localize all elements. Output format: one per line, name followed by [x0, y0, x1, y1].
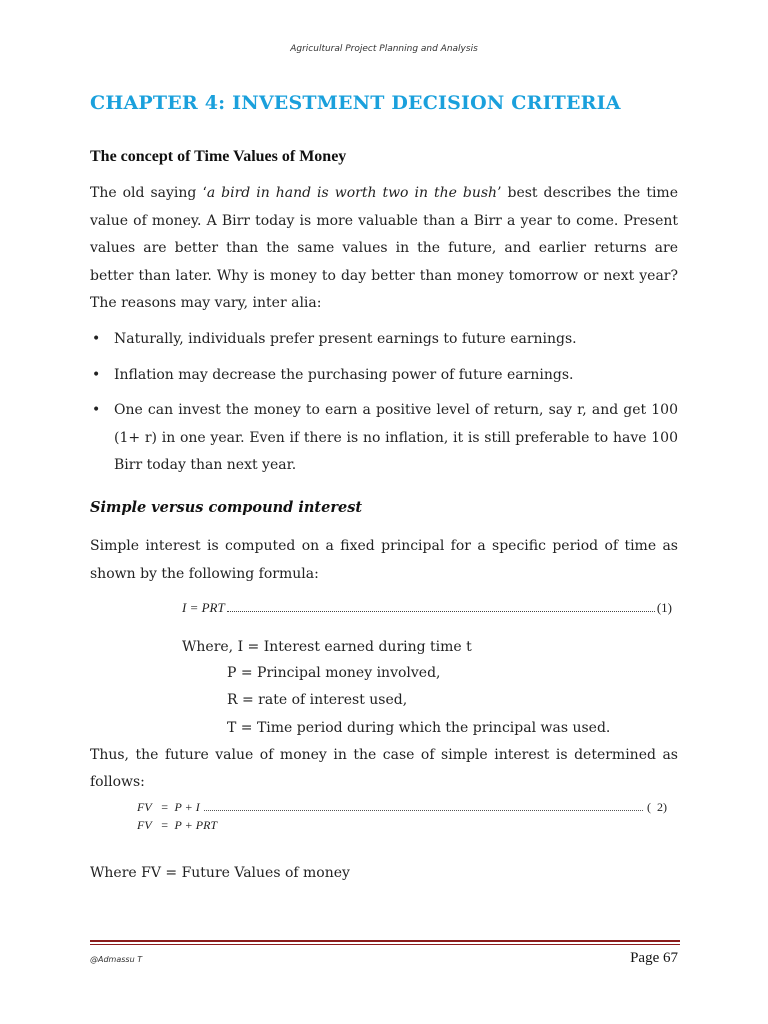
dot-leader — [227, 610, 655, 612]
formula-3 — [137, 818, 667, 833]
page-number: Page 67 — [630, 950, 678, 966]
bullet-icon: • — [92, 331, 101, 347]
dot-leader — [204, 809, 643, 811]
list-item-text: Naturally, individuals prefer present earnings to future earnings. — [114, 331, 577, 347]
simple-interest-paragraph: Simple interest is computed on a fixed principal for a specific period of time as shown by the following formula: — [90, 538, 678, 582]
chapter-title: CHAPTER 4: INVESTMENT DECISION CRITERIA — [90, 92, 621, 114]
intro-rest: ’ best describes the time value of money. A Birr today is more valuable than a Birr a year to come. Present values are better than the same values in the future, and earlier returns are better than later. Why is money to day better than money tomorrow or next year? The reasons may vary, inter alia: — [90, 185, 678, 311]
where-line-3: R = rate of interest used, — [227, 692, 408, 708]
bullet-icon: • — [92, 402, 101, 418]
where-line-4: T = Time period during which the principal was used. — [227, 720, 611, 736]
formula-expression: I = PRT — [182, 600, 225, 615]
bullet-icon: • — [92, 366, 101, 383]
formula-expression: FV = P + PRT — [137, 818, 218, 832]
list-item — [90, 326, 678, 354]
footer-rule — [90, 940, 680, 942]
running-header: Agricultural Project Planning and Analysis — [290, 44, 478, 54]
list-item — [90, 397, 678, 480]
fv-definition: Where FV = Future Values of money — [90, 865, 350, 881]
intro-lead: The old saying ‘ — [90, 185, 207, 201]
equation-number: ( 2) — [647, 800, 667, 814]
list-item-text: One can invest the money to earn a positive level of return, say r, and get 100 (1+ r) in one year. Even if there is no inflation, it is still preferable to have 100 Birr today than next year. — [114, 402, 678, 473]
where-line-2: P = Principal money involved, — [227, 665, 441, 681]
footer-author: @Admassu T — [90, 955, 143, 964]
intro-paragraph — [90, 180, 678, 318]
formula-2 — [137, 800, 667, 815]
list-item — [90, 362, 678, 390]
list-item-text: Inflation may decrease the purchasing power of future earnings. — [114, 366, 574, 383]
future-value-paragraph: Thus, the future value of money in the case of simple interest is determined as follows: — [90, 747, 678, 790]
reasons-list — [90, 326, 678, 480]
where-line-1: Where, I = Interest earned during time t — [182, 639, 472, 655]
section-heading: The concept of Time Values of Money — [90, 148, 347, 165]
formula-1 — [182, 600, 672, 616]
footer-rule — [90, 944, 680, 945]
formula-expression: FV = P + I — [137, 800, 200, 814]
intro-quote: a bird in hand is worth two in the bush — [206, 185, 498, 201]
subheading: Simple versus compound interest — [90, 499, 363, 516]
equation-number: (1) — [656, 600, 672, 615]
